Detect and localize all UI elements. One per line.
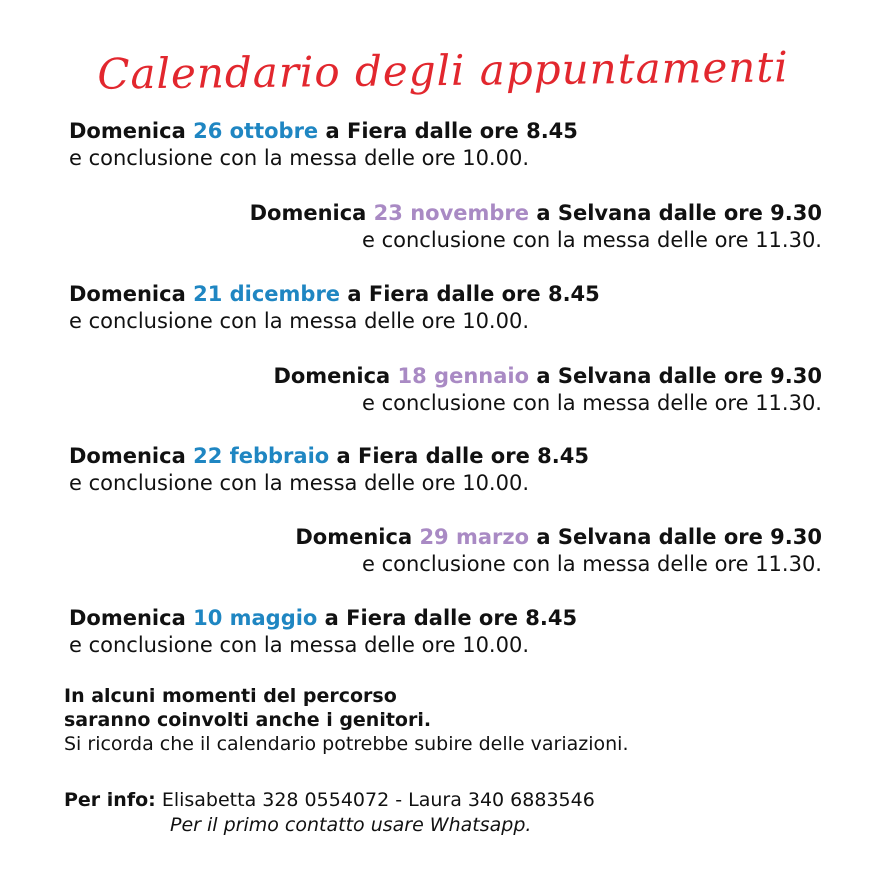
- entry-place-time: a Fiera dalle ore 8.45: [324, 606, 578, 630]
- entry-place-time: a Selvana dalle ore 9.30: [536, 201, 822, 225]
- entry-day: Domenica: [249, 201, 367, 225]
- entry-conclusion: e conclusione con la messa delle ore 10.00.: [69, 309, 530, 333]
- entry-place-time: a Fiera dalle ore 8.45: [325, 119, 578, 143]
- info-label: Per info:: [64, 789, 156, 811]
- entry-date: 29 marzo: [419, 525, 530, 549]
- entry-date: 26 ottobre: [193, 119, 319, 143]
- entry-date: 21 dicembre: [193, 282, 341, 306]
- entry-conclusion: e conclusione con la messa delle ore 11.30.: [361, 552, 822, 576]
- notes-line: saranno coinvolti anche i genitori.: [64, 709, 432, 731]
- calendar-entry: [69, 443, 589, 497]
- calendar-entry: [69, 281, 600, 335]
- calendar-entry: [69, 605, 577, 659]
- entry-date: 18 gennaio: [397, 364, 530, 388]
- entry-conclusion: e conclusione con la messa delle ore 11.30.: [361, 391, 822, 415]
- calendar-entry: [250, 200, 822, 254]
- calendar-entry: [69, 118, 578, 172]
- notes-block: [64, 684, 629, 756]
- entry-day: Domenica: [69, 444, 186, 468]
- entry-date: 23 novembre: [373, 201, 530, 225]
- calendar-entry: [295, 524, 822, 578]
- calendar-entry: [273, 363, 822, 417]
- notes-disclaimer: Si ricorda che il calendario potrebbe subire delle variazioni.: [64, 733, 629, 755]
- entry-date: 10 maggio: [193, 606, 318, 630]
- info-block: [64, 788, 595, 838]
- notes-line: In alcuni momenti del percorso: [64, 685, 397, 707]
- info-contacts: Elisabetta 328 0554072 - Laura 340 6883546: [161, 789, 595, 811]
- entry-place-time: a Fiera dalle ore 8.45: [336, 444, 589, 468]
- entry-conclusion: e conclusione con la messa delle ore 11.30.: [361, 228, 822, 252]
- page-title: Calendario degli appuntamenti: [97, 42, 789, 99]
- entry-conclusion: e conclusione con la messa delle ore 10.00.: [69, 633, 530, 657]
- entry-place-time: a Selvana dalle ore 9.30: [536, 364, 822, 388]
- info-hint: Per il primo contatto usare Whatsapp.: [170, 814, 532, 836]
- entry-place-time: a Selvana dalle ore 9.30: [536, 525, 822, 549]
- entry-date: 22 febbraio: [193, 444, 330, 468]
- entry-day: Domenica: [69, 282, 186, 306]
- entry-conclusion: e conclusione con la messa delle ore 10.00.: [69, 471, 530, 495]
- entry-place-time: a Fiera dalle ore 8.45: [347, 282, 600, 306]
- entry-day: Domenica: [69, 119, 186, 143]
- entry-day: Domenica: [295, 525, 413, 549]
- entry-day: Domenica: [69, 606, 186, 630]
- entry-day: Domenica: [273, 364, 391, 388]
- entry-conclusion: e conclusione con la messa delle ore 10.00.: [69, 146, 530, 170]
